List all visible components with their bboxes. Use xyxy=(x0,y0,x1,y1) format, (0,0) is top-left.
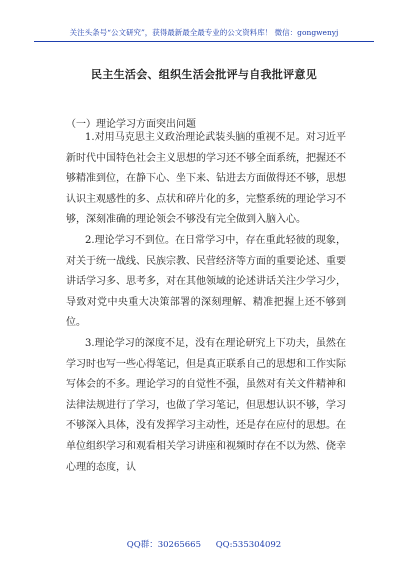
paragraph-3: 3.理论学习的深度不足，没有在理论研究上下功夫，虽然在学习时也写一些心得笔记，但是真正联系自己的思想和工作实际写体会的不多。理论学习的自觉性不强，虽然对有关文件精神和法律法规进行了学习，也做了学习笔记，但思想认识不够，学习不够深入具体，没有发挥学习主动性，还是存在应付的思想。在单位组织学习和观看相关学习讲座和视频时存在不以为然、侥幸心理的态度，认 xyxy=(66,337,346,473)
document-title: 民主生活会、组织生活会批评与自我批评意见 xyxy=(91,68,317,81)
footer-qq-number: QQ:535304092 xyxy=(215,540,282,550)
paragraph-2: 2.理论学习不到位。在日常学习中，存在重此轻彼的现象，对关于统一战线、民族宗教、民营经济等方面的重要论述、重要讲话学习多、思考多，对在其他领域的论述讲话关注少学习少，导致对党中央重大决策部署的深刻理解、精准把握上还不够到位。 xyxy=(66,234,346,329)
footer-contact xyxy=(0,538,408,550)
paragraph-1: 1.对用马克思主义政治理论武装头脑的重视不足。对习近平新时代中国特色社会主义思想的学习还不够全面系统，把握还不够精准到位，在静下心、坐下来、钻进去方面做得还不够，思想认识主观感性的多、点状和碎片化的多，完整系统的理论学习不够，深刻准确的理论领会不够没有完全做到入脑入心。 xyxy=(66,132,346,226)
header-divider xyxy=(34,41,374,42)
footer-qq-group: QQ群：30265665 xyxy=(126,540,201,550)
header-note: 关注头条号“公文研究”，获得最新最全最专业的公文资料库！ 微信：gongwenyj xyxy=(69,28,339,37)
section-heading: （一）理论学习方面突出问题 xyxy=(66,119,196,130)
document-body xyxy=(66,128,346,478)
